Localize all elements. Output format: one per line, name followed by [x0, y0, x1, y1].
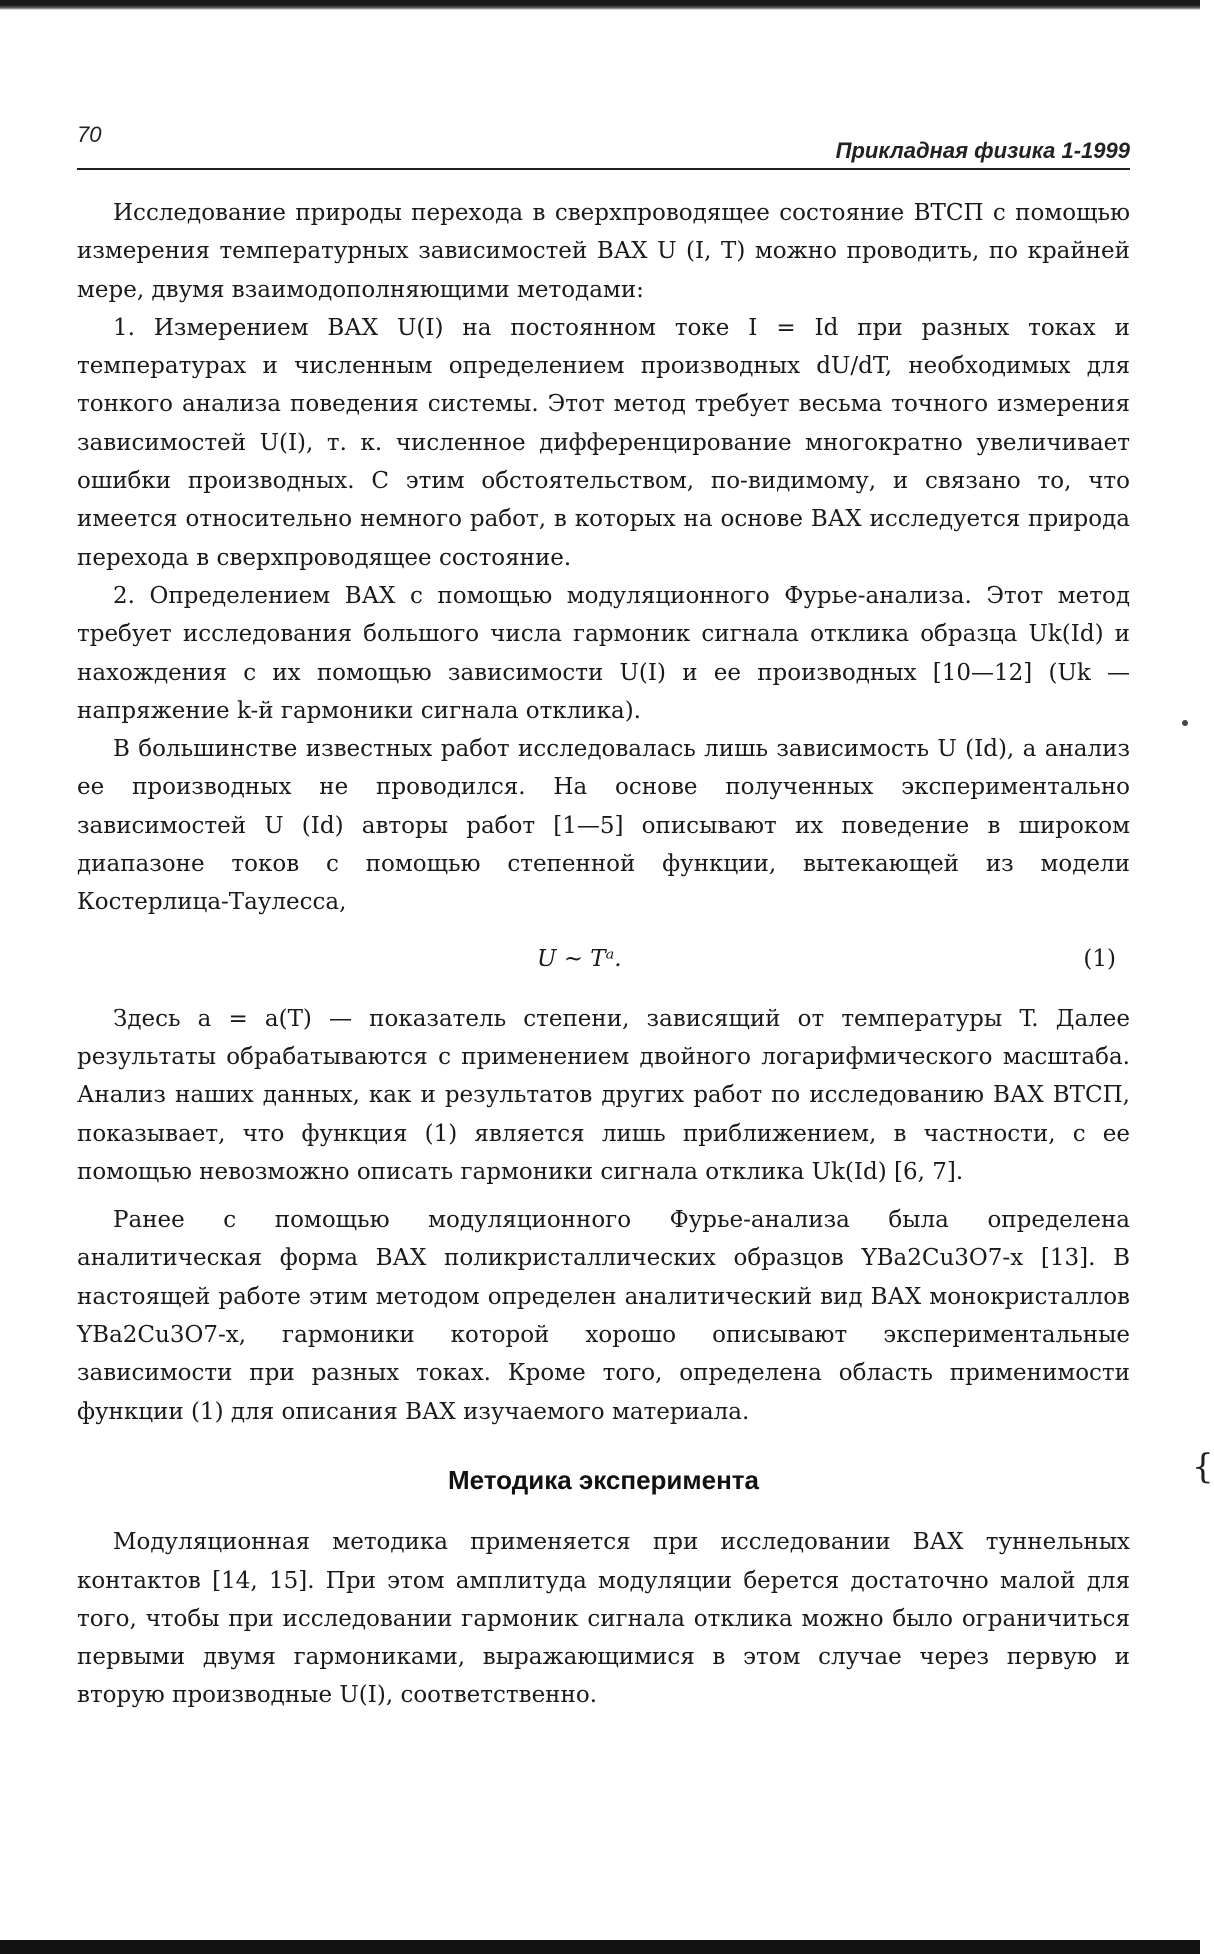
- running-head: [77, 124, 1130, 170]
- paragraph-prior-work: В большинстве известных работ исследовалась лишь зависимость U (Id), а анализ ее производных не проводился. На основе полученных экспериментально зависимостей U (Id) авторы работ [1—5] описывают их поведение в широком диапазоне токов с помощью степенной функции, вытекающей из модели Костерлица-Таулесса,: [77, 736, 1130, 916]
- equation-1: [77, 926, 1130, 990]
- paragraph-gap: [77, 1191, 1130, 1201]
- equation-number: (1): [1083, 945, 1116, 972]
- margin-brace-mark: {: [1192, 1447, 1214, 1487]
- paragraph-method-1: 1. Измерением ВАХ U(I) на постоянном токе I = Id при разных токах и температурах и численным определением производных dU/dT, необходимых для тонкого анализа поведения системы. Этот метод требует весьма точного измерения зависимостей U(I), т. к. численное дифференцирование многократно увеличивает ошибки производных. С этим обстоятельством, по-видимому, и связано то, что имеется относительно немного работ, в которых на основе ВАХ исследуется природа перехода в сверхпроводящее состояние.: [77, 314, 1130, 571]
- page-number: 70: [77, 122, 102, 147]
- scan-top-edge: [0, 0, 1200, 10]
- paragraph-method-2: 2. Определением ВАХ с помощью модуляционного Фурье-анализа. Этот метод требует исследования большого числа гармоник сигнала отклика образца Uk(Id) и нахождения с их помощью зависимости U(I) и ее производных [10—12] (Uk — напряжение k-й гармоники сигнала отклика).: [77, 582, 1130, 724]
- paragraph-exponent: Здесь a = a(T) — показатель степени, зависящий от температуры T. Далее результаты обрабатываются с применением двойного логарифмического масштаба. Анализ наших данных, как и результатов других работ по исследованию ВАХ ВТСП, показывает, что функция (1) является лишь приближением, в частности, с ее помощью невозможно описать гармоники сигнала отклика Uk(Id) [6, 7].: [77, 1005, 1130, 1185]
- paragraph-intro: Исследование природы перехода в сверхпроводящее состояние ВТСП с помощью измерения температурных зависимостей ВАХ U (I, T) можно проводить, по крайней мере, двумя взаимодополняющими методами:: [77, 200, 1130, 303]
- page: [77, 124, 1130, 1715]
- article-body: [77, 194, 1130, 1715]
- scan-bottom-edge: [0, 1940, 1200, 1954]
- section-heading: Методика эксперимента: [448, 1464, 759, 1495]
- journal-title: Прикладная физика 1-1999: [835, 138, 1130, 163]
- paragraph-present-work: Ранее с помощью модуляционного Фурье-анализа была определена аналитическая форма ВАХ поликристаллических образцов YBa2Cu3O7-x [13]. В настоящей работе этим методом определен аналитический вид ВАХ монокристаллов YBa2Cu3O7-x, гармоники которой хорошо описывают экспериментальные зависимости при разных токах. Кроме того, определена область применимости функции (1) для описания ВАХ изучаемого материала.: [77, 1207, 1130, 1425]
- paragraph-methodology: Модуляционная методика применяется при исследовании ВАХ туннельных контактов [14, 15]. При этом амплитуда модуляции берется достаточно малой для того, чтобы при исследовании гармоник сигнала отклика можно было ограничиться первыми двумя гармониками, выражающимися в этом случае через первую и вторую производные U(I), соответственно.: [77, 1529, 1130, 1709]
- equation-formula: U ~ Tᵃ.: [537, 945, 622, 972]
- scan-speck: [1182, 720, 1188, 726]
